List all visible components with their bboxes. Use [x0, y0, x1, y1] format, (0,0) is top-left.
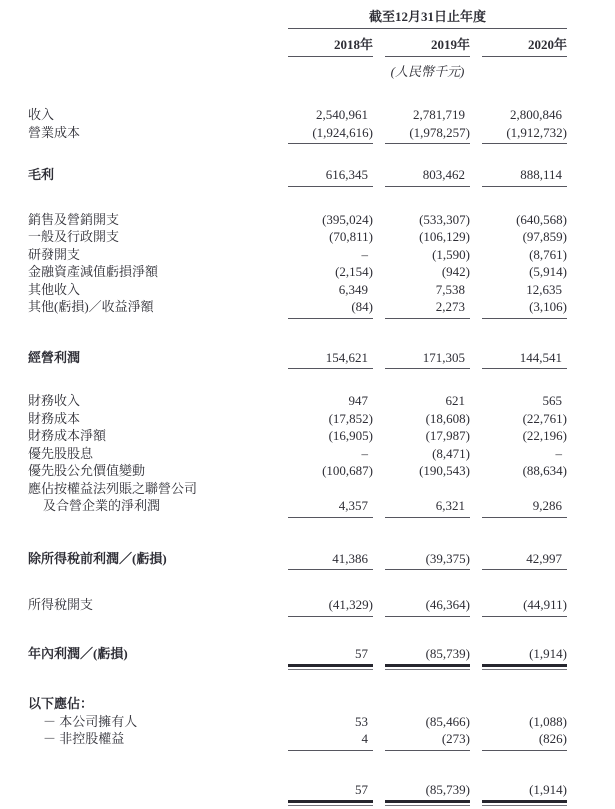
table-row	[28, 410, 567, 428]
value-cell-2020: 42,997	[482, 550, 567, 571]
year-column-2018: 2018年	[288, 34, 373, 57]
value-cell-2019: (533,307)	[419, 211, 470, 227]
value-cell-2018: (395,024)	[322, 211, 373, 227]
row-label: 年內利潤／(虧損)	[28, 645, 128, 661]
table-row	[28, 596, 567, 617]
value-cell-2020: (1,088)	[529, 713, 567, 729]
row-label: 毛利	[28, 167, 55, 182]
table-body	[28, 106, 567, 803]
table-row	[28, 349, 567, 370]
value-cell-2018: 2,540,961	[316, 107, 368, 122]
row-label: 應佔按權益法列賬之聯營公司	[28, 480, 198, 496]
value-cell-2020: 12,635	[526, 281, 562, 297]
table-row	[28, 550, 567, 571]
value-cell-2018: 6,349	[338, 281, 368, 297]
table-row	[28, 480, 567, 498]
value-cell-2018: (84)	[288, 298, 373, 319]
value-cell-2020: 2,800,846	[510, 107, 562, 122]
value-cell-2019: (8,471)	[432, 445, 470, 461]
value-cell-2018: 57	[288, 645, 373, 668]
value-cell-2019: (85,739)	[385, 781, 470, 804]
year-column-2019: 2019年	[385, 34, 470, 57]
table-row	[28, 445, 567, 463]
value-cell-2018: 53	[355, 713, 368, 729]
year-header-row	[28, 34, 567, 57]
row-label: 其他(虧損)／收益淨額	[28, 299, 154, 314]
value-cell-2019: (46,364)	[385, 596, 470, 617]
table-row	[28, 462, 567, 480]
unit-note-row	[28, 61, 567, 80]
value-cell-2020: (640,568)	[516, 211, 567, 227]
value-cell-2018: (100,687)	[322, 463, 373, 478]
value-cell-2019: 2,273	[385, 298, 470, 319]
row-label: 經營利潤	[28, 349, 81, 365]
value-cell-2020: (8,761)	[529, 246, 567, 262]
value-cell-2019: (942)	[441, 264, 470, 279]
row-label: 收入	[28, 107, 55, 122]
value-cell-2020: (1,914)	[482, 645, 567, 668]
row-label: 及合營企業的淨利潤	[43, 498, 161, 513]
table-row	[28, 713, 567, 731]
row-label: 除所得稅前利潤／(虧損)	[28, 550, 167, 566]
value-cell-2020: (44,911)	[482, 596, 567, 617]
value-cell-2020: 565	[542, 393, 562, 408]
row-label: 金融資產減值虧損淨額	[28, 264, 159, 279]
value-cell-2018: (16,905)	[328, 428, 373, 443]
value-cell-2019: (106,129)	[419, 229, 470, 244]
table-row	[28, 228, 567, 246]
value-cell-2019: (85,466)	[425, 713, 470, 729]
row-label: 財務收入	[28, 393, 81, 408]
value-cell-2020: 9,286	[482, 497, 567, 518]
value-cell-2019: 171,305	[385, 349, 470, 370]
value-cell-2020: (88,634)	[522, 463, 567, 478]
row-label: 營業成本	[28, 124, 81, 140]
row-label: － 非控股權益	[43, 731, 125, 746]
value-cell-2018: –	[361, 246, 368, 262]
table-row	[28, 281, 567, 299]
value-cell-2019: 7,538	[435, 281, 465, 297]
value-cell-2020: (3,106)	[482, 298, 567, 319]
value-cell-2018: –	[361, 445, 368, 461]
table-row	[28, 211, 567, 229]
value-cell-2020: 888,114	[482, 166, 567, 187]
table-row	[28, 730, 567, 751]
table-row	[28, 298, 567, 319]
row-label: 優先股公允價值變動	[28, 463, 146, 478]
row-label: 一般及行政開支	[28, 229, 120, 244]
value-cell-2020: (1,912,732)	[482, 124, 567, 145]
value-cell-2020: (1,914)	[482, 781, 567, 804]
value-cell-2018: 41,386	[288, 550, 373, 571]
value-cell-2018: 4	[288, 730, 373, 751]
table-row	[28, 497, 567, 518]
value-cell-2019: (17,987)	[425, 428, 470, 443]
row-label: 所得稅開支	[28, 597, 94, 612]
value-cell-2018: (70,811)	[329, 229, 373, 244]
value-cell-2020: (22,761)	[522, 410, 567, 426]
value-cell-2018: 947	[348, 393, 368, 408]
table-row	[28, 246, 567, 264]
value-cell-2020: –	[555, 445, 562, 461]
table-row	[28, 124, 567, 145]
value-cell-2018: (17,852)	[328, 410, 373, 426]
value-cell-2019: (39,375)	[385, 550, 470, 571]
value-cell-2019: 2,781,719	[413, 107, 465, 122]
value-cell-2019: (18,608)	[425, 410, 470, 426]
value-cell-2018: (1,924,616)	[288, 124, 373, 145]
value-cell-2019: (1,590)	[432, 246, 470, 262]
unit-note: (人民幣千元)	[390, 64, 465, 79]
value-cell-2019: (273)	[385, 730, 470, 751]
table-row	[28, 695, 567, 713]
value-cell-2018: 154,621	[288, 349, 373, 370]
table-row	[28, 263, 567, 281]
row-label: 其他收入	[28, 281, 81, 297]
period-header-row	[28, 6, 567, 29]
table-row	[28, 392, 567, 410]
period-header: 截至12月31日止年度	[288, 6, 567, 29]
row-label: 以下應佔：	[28, 696, 94, 711]
row-label: 銷售及營銷開支	[28, 211, 120, 227]
value-cell-2019: 803,462	[385, 166, 470, 187]
value-cell-2019: (85,739)	[385, 645, 470, 668]
value-cell-2020: (22,196)	[522, 428, 567, 443]
year-column-2020: 2020年	[482, 34, 567, 57]
row-label: － 本公司擁有人	[43, 713, 138, 729]
value-cell-2018: (2,154)	[335, 264, 373, 279]
value-cell-2019: 6,321	[385, 497, 470, 518]
table-row	[28, 781, 567, 804]
value-cell-2020: (97,859)	[522, 229, 567, 244]
value-cell-2019: 621	[445, 393, 465, 408]
value-cell-2018: (41,329)	[288, 596, 373, 617]
table-row	[28, 106, 567, 124]
table-row	[28, 166, 567, 187]
value-cell-2018: 57	[288, 781, 373, 804]
row-label: 財務成本	[28, 410, 81, 426]
value-cell-2018: 4,357	[288, 497, 373, 518]
table-row	[28, 645, 567, 668]
value-cell-2020: (826)	[482, 730, 567, 751]
row-label: 研發開支	[28, 246, 81, 262]
row-label: 財務成本淨額	[28, 428, 107, 443]
value-cell-2020: 144,541	[482, 349, 567, 370]
value-cell-2019: (190,543)	[419, 463, 470, 478]
value-cell-2018: 616,345	[288, 166, 373, 187]
row-label: 優先股股息	[28, 445, 94, 461]
value-cell-2019: (1,978,257)	[385, 124, 470, 145]
value-cell-2020: (5,914)	[529, 264, 567, 279]
table-row	[28, 427, 567, 445]
